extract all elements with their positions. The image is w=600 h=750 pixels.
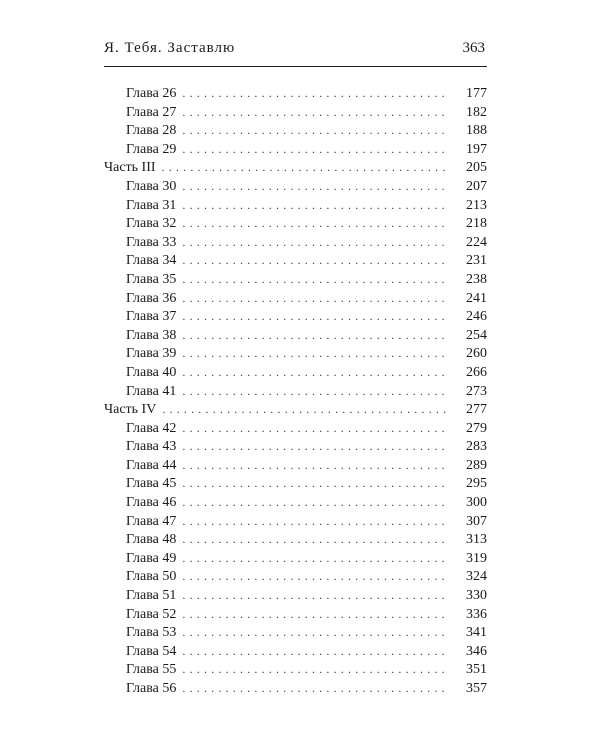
toc-entry-page: 213 <box>466 197 487 213</box>
toc-entry-page: 279 <box>466 420 487 436</box>
toc-entry-page: 295 <box>466 476 487 492</box>
toc-entry-page: 254 <box>466 327 487 343</box>
toc-chapter-entry <box>104 233 487 252</box>
toc-chapter-entry <box>104 289 487 308</box>
dot-leader <box>182 233 449 252</box>
toc-chapter-entry <box>104 567 487 586</box>
toc-entry-label: Глава 44 <box>126 457 177 473</box>
toc-entry-label: Глава 50 <box>126 569 177 585</box>
toc-entry-page: 357 <box>466 681 487 696</box>
toc-entry-label: Глава 27 <box>126 104 177 120</box>
toc-chapter-entry <box>104 382 487 401</box>
dot-leader <box>182 437 449 456</box>
toc-entry-label: Глава 47 <box>126 513 177 529</box>
toc-entry-label: Глава 55 <box>126 662 177 678</box>
dot-leader <box>182 679 449 698</box>
dot-leader <box>182 660 449 679</box>
dot-leader <box>182 530 449 549</box>
toc-entry-label: Глава 46 <box>126 495 177 511</box>
dot-leader <box>182 121 449 140</box>
dot-leader <box>182 103 449 122</box>
toc-entry-page: 241 <box>466 290 487 306</box>
toc-entry-label: Глава 35 <box>126 271 177 287</box>
toc-entry-page: 351 <box>466 662 487 678</box>
toc-entry-page: 341 <box>466 625 487 641</box>
toc-chapter-entry <box>104 623 487 642</box>
dot-leader <box>182 140 449 159</box>
dot-leader <box>182 456 449 475</box>
toc-chapter-entry <box>104 140 487 159</box>
dot-leader <box>182 419 449 438</box>
dot-leader <box>182 567 449 586</box>
toc-entry-page: 319 <box>466 550 487 566</box>
toc-entry-page: 207 <box>466 178 487 194</box>
toc-chapter-entry <box>104 121 487 140</box>
toc-chapter-entry <box>104 196 487 215</box>
toc-entry-label: Глава 34 <box>126 253 177 269</box>
toc-entry-page: 266 <box>466 364 487 380</box>
toc-entry-label: Глава 42 <box>126 420 177 436</box>
toc-chapter-entry <box>104 586 487 605</box>
toc-part-entry <box>104 158 487 177</box>
toc-entry-page: 283 <box>466 439 487 455</box>
page-number: 363 <box>462 40 485 56</box>
toc-entry-page: 313 <box>466 532 487 548</box>
toc-chapter-entry <box>104 419 487 438</box>
toc-entry-page: 260 <box>466 346 487 362</box>
toc-entry-label: Глава 26 <box>126 86 177 101</box>
dot-leader <box>182 363 449 382</box>
toc-entry-page: 231 <box>466 253 487 269</box>
toc-chapter-entry <box>104 251 487 270</box>
book-title: Я. Тебя. Заставлю <box>104 40 236 56</box>
toc-entry-page: 197 <box>466 141 487 157</box>
dot-leader <box>182 270 449 289</box>
toc-chapter-entry <box>104 456 487 475</box>
toc-entry-label: Глава 48 <box>126 532 177 548</box>
toc-chapter-entry <box>104 474 487 493</box>
toc-entry-page: 346 <box>466 643 487 659</box>
toc-chapter-entry <box>104 103 487 122</box>
dot-leader <box>182 326 449 345</box>
dot-leader <box>182 307 449 326</box>
toc-chapter-entry <box>104 214 487 233</box>
dot-leader <box>182 642 449 661</box>
toc-chapter-entry <box>104 270 487 289</box>
toc-entry-label: Глава 49 <box>126 550 177 566</box>
dot-leader <box>182 493 449 512</box>
toc-chapter-entry <box>104 493 487 512</box>
toc-chapter-entry <box>104 363 487 382</box>
toc-entry-label: Глава 33 <box>126 234 177 250</box>
toc-chapter-entry <box>104 679 487 698</box>
toc-entry-page: 246 <box>466 309 487 325</box>
toc-entry-label: Часть III <box>104 160 156 176</box>
toc-entry-label: Глава 38 <box>126 327 177 343</box>
toc-entry-page: 205 <box>466 160 487 176</box>
dot-leader <box>182 177 449 196</box>
toc-chapter-entry <box>104 512 487 531</box>
dot-leader <box>182 382 449 401</box>
toc-entry-page: 330 <box>466 588 487 604</box>
toc-entry-page: 182 <box>466 104 487 120</box>
toc-entry-label: Глава 39 <box>126 346 177 362</box>
toc-entry-label: Часть IV <box>104 402 157 418</box>
toc-chapter-entry <box>104 344 487 363</box>
running-header <box>104 40 487 67</box>
toc-entry-page: 336 <box>466 606 487 622</box>
toc-entry-label: Глава 56 <box>126 681 177 696</box>
toc-entry-label: Глава 54 <box>126 643 177 659</box>
dot-leader <box>182 289 449 308</box>
toc-entry-label: Глава 30 <box>126 178 177 194</box>
toc-chapter-entry <box>104 437 487 456</box>
toc-chapter-entry <box>104 84 487 103</box>
toc-entry-label: Глава 37 <box>126 309 177 325</box>
toc-part-entry <box>104 400 487 419</box>
toc-chapter-entry <box>104 530 487 549</box>
toc-entry-label: Глава 32 <box>126 216 177 232</box>
dot-leader <box>182 605 449 624</box>
toc-entry-page: 289 <box>466 457 487 473</box>
toc-chapter-entry <box>104 549 487 568</box>
toc-entry-label: Глава 52 <box>126 606 177 622</box>
toc-entry-label: Глава 31 <box>126 197 177 213</box>
toc-entry-label: Глава 53 <box>126 625 177 641</box>
dot-leader <box>182 586 449 605</box>
toc-chapter-entry <box>104 605 487 624</box>
toc-entry-page: 218 <box>466 216 487 232</box>
toc-entry-page: 300 <box>466 495 487 511</box>
toc-entry-page: 273 <box>466 383 487 399</box>
toc-entry-page: 324 <box>466 569 487 585</box>
toc-entry-page: 307 <box>466 513 487 529</box>
dot-leader <box>182 84 449 103</box>
dot-leader <box>182 623 449 642</box>
toc-entry-page: 224 <box>466 234 487 250</box>
toc-chapter-entry <box>104 326 487 345</box>
toc-entry-page: 277 <box>466 402 487 418</box>
table-of-contents <box>104 84 487 698</box>
dot-leader <box>182 549 449 568</box>
toc-entry-label: Глава 40 <box>126 364 177 380</box>
toc-entry-page: 188 <box>466 123 487 139</box>
toc-entry-label: Глава 28 <box>126 123 177 139</box>
toc-chapter-entry <box>104 307 487 326</box>
toc-entry-label: Глава 29 <box>126 141 177 157</box>
toc-entry-label: Глава 36 <box>126 290 177 306</box>
toc-entry-label: Глава 43 <box>126 439 177 455</box>
dot-leader <box>182 196 449 215</box>
dot-leader <box>182 344 449 363</box>
dot-leader <box>162 400 449 419</box>
toc-entry-label: Глава 45 <box>126 476 177 492</box>
dot-leader <box>162 158 449 177</box>
dot-leader <box>182 474 449 493</box>
dot-leader <box>182 251 449 270</box>
dot-leader <box>182 512 449 531</box>
toc-entry-label: Глава 41 <box>126 383 177 399</box>
toc-entry-label: Глава 51 <box>126 588 177 604</box>
dot-leader <box>182 214 449 233</box>
toc-chapter-entry <box>104 177 487 196</box>
toc-chapter-entry <box>104 660 487 679</box>
toc-entry-page: 238 <box>466 271 487 287</box>
toc-entry-page: 177 <box>466 86 487 101</box>
toc-chapter-entry <box>104 642 487 661</box>
